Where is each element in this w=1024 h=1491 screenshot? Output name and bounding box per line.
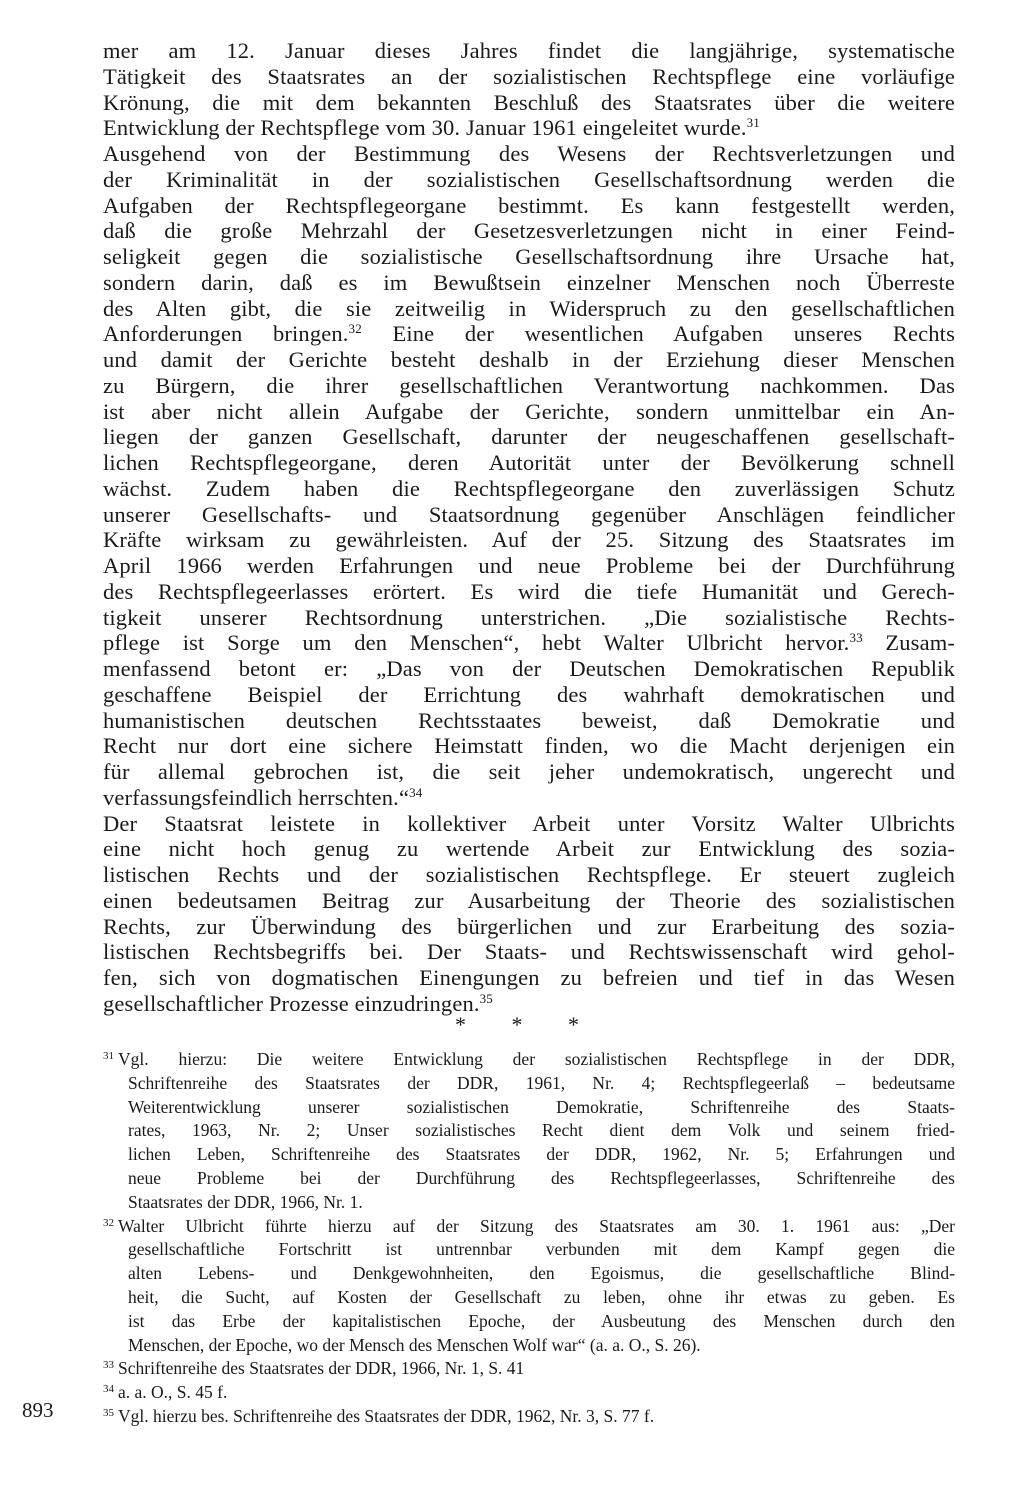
text-line: lichen Rechtspflegeorgane, deren Autorität unter der Bevölkerung schnell [103,450,955,475]
text-line [103,321,955,347]
text-line: einen bedeutsamen Beitrag zur Ausarbeitung der Theorie des sozialistischen [103,887,955,913]
footnote-line: rates, 1963, Nr. 2; Unser sozialistisches Recht dient dem Volk und seinem fried- [128,1120,955,1141]
text-line: für allemal gebrochen ist, die seit jeher undemokratisch, ungerecht und [103,759,955,784]
text-line: Krönung, die mit dem bekannten Beschluß des Staatsrates über die weitere [103,89,955,115]
footnote-text: Vgl. hierzu: Die weitere Entwicklung der sozialistischen Rechtspflege in der DDR, [118,1049,955,1069]
text-line: und damit der Gerichte besteht deshalb in der Erziehung dieser Menschen [103,347,955,372]
text-fragment: gesellschaftlicher Prozesse einzudringen. [103,990,480,1016]
text-line: Rechts, zur Überwindung des bürgerlichen und zur Erarbeitung des sozia- [103,913,955,939]
footnote-line: Menschen, der Epoche, wo der Mensch des Menschen Wolf war“ (a. a. O., S. 26). [128,1334,701,1355]
text-fragment: verfassungsfeindlich herrschten.“ [103,784,410,810]
footnote-number: 35 [103,1406,114,1419]
text-fragment: Eine der wesentlichen Aufgaben unseres Rechts [361,321,955,347]
text-line: eine nicht hoch genug zu wertende Arbeit zur Entwicklung des sozia- [103,836,955,862]
footnote-number: 33 [103,1359,114,1372]
text-line [103,115,955,141]
text-line: der Kriminalität in der sozialistischen Gesellschaftsordnung werden die [103,166,955,192]
main-text [103,38,955,1017]
footnote-number: 32 [103,1216,114,1229]
text-line [103,785,955,811]
footnote-line [103,1048,955,1072]
text-line: humanistischen deutschen Rechtsstaates beweist, daß Demokratie und [103,707,955,733]
text-line: Recht nur dort eine sichere Heimstatt finden, wo die Macht derjenigen ein [103,733,955,759]
footnote-text: a. a. O., S. 45 f. [118,1382,228,1403]
footnote-line: neue Probleme bei der Durchführung des Rechtspflegeerlasses, Schriftenreihe des [128,1167,955,1188]
section-separator: * * * [455,1012,599,1037]
footnote-line: heit, die Sucht, auf Kosten der Gesellschaft zu leben, ohne ihr etwas zu geben. Es [128,1286,955,1307]
text-line: unserer Gesellschafts- und Staatsordnung gegenüber Anschlägen feindlicher [103,501,955,527]
text-line: listischen Rechts und der sozialistischen Rechtspflege. Er steuert zugleich [103,862,955,887]
text-line: Aufgaben der Rechtspflegeorgane bestimmt. Es kann festgestellt werden, [103,192,955,218]
text-line: des Alten gibt, die sie zeitweilig in Widerspruch zu den gesellschaftlichen [103,295,955,321]
footnote-text: Vgl. hierzu bes. Schriftenreihe des Staatsrates der DDR, 1962, Nr. 3, S. 77 f. [118,1405,655,1426]
text-line: ist aber nicht allein Aufgabe der Gerichte, sondern unmittelbar ein An- [103,398,955,424]
footnote-text: Schriftenreihe des Staatsrates der DDR, 1966, Nr. 1, S. 41 [118,1358,525,1379]
text-line: April 1966 werden Erfahrungen und neue Probleme bei der Durchführung [103,553,955,578]
text-line: mer am 12. Januar dieses Jahres findet die langjährige, systematische [103,38,955,63]
text-line: fen, sich von dogmatischen Einengungen zu befreien und tief in das Wesen [103,965,955,990]
text-line: liegen der ganzen Gesellschaft, darunter der neugeschaffenen gesellschaft- [103,424,955,450]
footnotes [103,1048,955,1429]
text-fragment: pflege ist Sorge um den Menschen“, hebt Walter Ulbricht hervor. [103,630,850,656]
footnote-31 [103,1048,955,1215]
footnote-text: Walter Ulbricht führte hierzu auf der Sitzung des Staatsrates am 30. 1. 1961 aus: „Der [118,1215,955,1236]
text-line: wächst. Zudem haben die Rechtspflegeorgane den zuverlässigen Schutz [103,475,955,501]
footnote-32 [103,1215,955,1358]
footnote-reference: 31 [746,115,760,131]
footnote-line [103,1381,955,1405]
footnote-33 [103,1357,955,1381]
text-line: Ausgehend von der Bestimmung des Wesens der Rechtsverletzungen und [103,141,955,166]
text-line: Der Staatsrat leistete in kollektiver Arbeit unter Vorsitz Walter Ulbrichts [103,810,955,836]
text-line: daß die große Mehrzahl der Gesetzesverletzungen nicht in einer Feind- [103,218,955,244]
text-fragment: Anforderungen bringen. [103,321,349,347]
footnote-reference: 35 [479,990,493,1006]
text-line: seligkeit gegen die sozialistische Gesellschaftsordnung ihre Ursache hat, [103,244,955,269]
footnote-line: gesellschaftliche Fortschritt ist untrennbar verbunden mit dem Kampf gegen die [128,1239,955,1260]
footnote-line: Staatsrates der DDR, 1966, Nr. 1. [128,1191,363,1212]
text-line: zu Bürgern, die ihrer gesellschaftlichen Verantwortung nachkommen. Das [103,372,955,398]
text-line: sondern darin, daß es im Bewußtsein einzelner Menschen noch Überreste [103,269,955,295]
text-line: menfassend betont er: „Das von der Deutschen Demokratischen Republik [103,656,955,681]
text-line [103,630,955,656]
text-line: Tätigkeit des Staatsrates an der sozialistischen Rechtspflege eine vorläufige [103,63,955,89]
footnote-35 [103,1405,955,1429]
text-line: geschaffene Beispiel der Errichtung des wahrhaft demokratischen und [103,681,955,707]
footnote-line [103,1215,955,1239]
footnote-reference: 34 [409,784,423,800]
footnote-reference: 32 [348,321,362,337]
footnote-line [103,1357,955,1381]
footnote-number: 31 [103,1050,114,1062]
footnote-line [103,1405,955,1429]
footnote-line: lichen Leben, Schriftenreihe des Staatsrates der DDR, 1962, Nr. 5; Erfahrungen und [128,1144,955,1165]
text-line: des Rechtspflegeerlasses erörtert. Es wird die tiefe Humanität und Gerech- [103,578,955,604]
footnote-reference: 33 [849,630,863,646]
text-line: Kräfte wirksam zu gewährleisten. Auf der 25. Sitzung des Staatsrates im [103,527,955,553]
footnote-line: alten Lebens- und Denkgewohnheiten, den Egoismus, die gesellschaftliche Blind- [128,1263,955,1284]
footnote-line: Schriftenreihe des Staatsrates der DDR, 1961, Nr. 4; Rechtspflegeerlaß – bedeutsame [128,1072,955,1093]
text-fragment: Entwicklung der Rechtspflege vom 30. Januar 1961 eingeleitet wurde. [103,115,747,141]
text-line: tigkeit unserer Rechtsordnung unterstrichen. „Die sozialistische Rechts- [103,604,955,630]
footnote-number: 34 [103,1383,114,1396]
text-line: listischen Rechtsbegriffs bei. Der Staats- und Rechtswissenschaft wird gehol- [103,939,955,965]
text-fragment: Zusam- [862,630,956,656]
footnote-line: Weiterentwicklung unserer sozialistischen Demokratie, Schriftenreihe des Staats- [128,1096,955,1117]
footnote-line: ist das Erbe der kapitalistischen Epoche, der Ausbeutung des Menschen durch den [128,1310,955,1331]
page-number: 893 [22,1398,54,1422]
footnote-34 [103,1381,955,1405]
